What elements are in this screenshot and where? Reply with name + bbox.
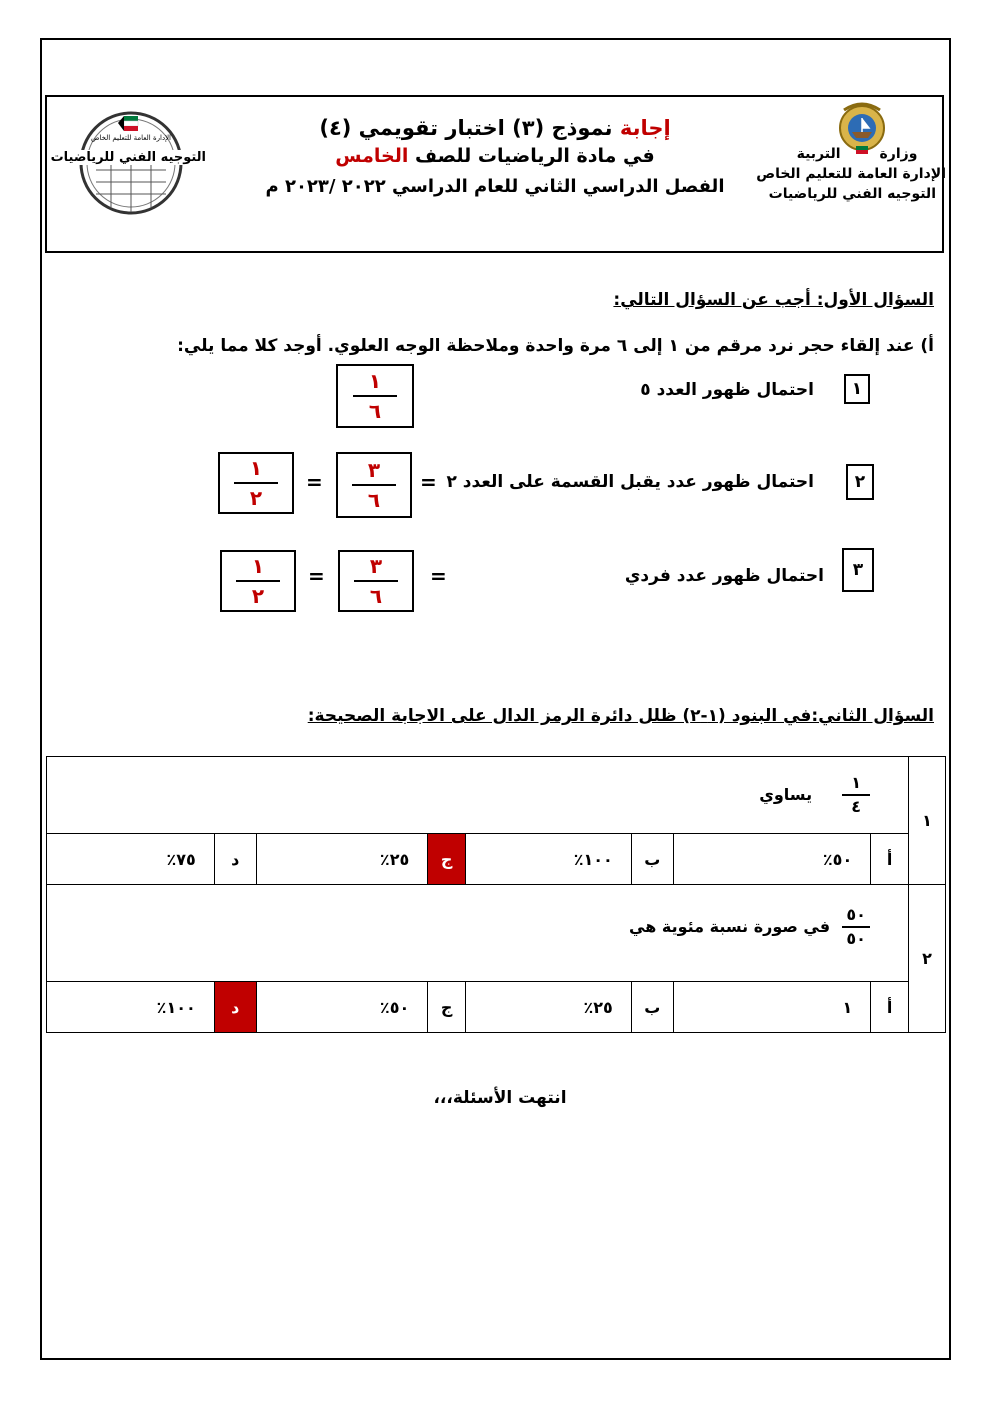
fraction-bar xyxy=(354,580,398,582)
option-letter-a[interactable]: أ xyxy=(871,834,909,885)
option-letter-c[interactable]: ج xyxy=(428,982,466,1033)
q1-item3-text: احتمال ظهور عدد فردي xyxy=(624,566,824,586)
answer-numerator: ١ xyxy=(368,369,382,393)
option-value-d: ٧٥٪ xyxy=(47,834,215,885)
q1-item3-number: ٣ xyxy=(842,548,874,592)
q2-item1-stem xyxy=(47,757,909,834)
q1-item2-number: ٢ xyxy=(846,464,874,500)
fraction-bar xyxy=(842,794,870,796)
fraction-bar xyxy=(353,395,397,397)
q1-title: السؤال الأول: أجب عن السؤال التالي: xyxy=(613,290,934,310)
option-value-b: ١٠٠٪ xyxy=(466,834,632,885)
q1-item3-simplified-box xyxy=(220,550,296,612)
fraction-bar xyxy=(842,926,870,928)
simplified-denominator: ٢ xyxy=(249,486,263,510)
logo-caption-big: التوجيه الفني للرياضيات xyxy=(50,150,206,165)
option-value-b: ٢٥٪ xyxy=(466,982,632,1033)
q2-item2-stem-row xyxy=(47,885,946,982)
q2-title: السؤال الثاني:في البنود (١-٢) ظلل دائرة الرمز الدال على الاجابة الصحيحة: xyxy=(307,706,934,726)
q1-item1-text: احتمال ظهور العدد ٥ xyxy=(640,380,814,400)
term-line: الفصل الدراسي الثاني للعام الدراسي ٢٠٢٢ /٢٠٢٣ م xyxy=(265,176,725,197)
option-letter-b[interactable]: ب xyxy=(631,982,673,1033)
subject-line xyxy=(260,145,730,167)
q1-item2-equals-1: = xyxy=(420,470,437,494)
simplified-numerator: ١ xyxy=(251,554,265,578)
q2-choices-table xyxy=(46,756,946,1033)
option-value-c: ٢٥٪ xyxy=(256,834,428,885)
exam-title xyxy=(260,116,730,140)
stem-denominator: ٤ xyxy=(851,796,861,816)
option-letter-c-selected[interactable]: ج xyxy=(428,834,466,885)
grade-label: الخامس xyxy=(335,145,409,167)
q1-item2-simplified-box xyxy=(218,452,294,514)
q1-item1-number: ١ xyxy=(844,374,870,404)
fraction-bar xyxy=(236,580,280,582)
simplified-numerator: ١ xyxy=(249,456,263,480)
stem-fraction xyxy=(842,773,870,817)
q1-item3-equals-1: = xyxy=(430,564,447,588)
answer-numerator: ٣ xyxy=(369,554,383,578)
q2-item2-stem xyxy=(47,885,909,982)
ministry-line-1: وزارة التربية xyxy=(796,146,918,162)
q2-item1-number: ١ xyxy=(909,757,946,885)
option-letter-a[interactable]: أ xyxy=(871,982,909,1033)
q1-item1-answer-box xyxy=(336,364,414,428)
ministry-line-3: التوجيه الفني للرياضيات xyxy=(768,186,936,202)
option-value-c: ٥٠٪ xyxy=(256,982,428,1033)
q1-item2-equals-2: = xyxy=(306,470,323,494)
option-value-a: ٥٠٪ xyxy=(673,834,871,885)
option-value-d: ١٠٠٪ xyxy=(47,982,215,1033)
answer-denominator: ٦ xyxy=(369,584,383,608)
option-letter-d-selected[interactable]: د xyxy=(214,982,256,1033)
title-rest: نموذج (٣) اختبار تقويمي (٤) xyxy=(319,116,613,140)
end-of-questions: انتهت الأسئلة،،، xyxy=(433,1088,567,1108)
stem-text: يساوي xyxy=(759,785,813,805)
stem-numerator: ٥٠ xyxy=(846,905,866,924)
math-supervision-logo xyxy=(50,108,206,218)
q1-item2-answer-box xyxy=(336,452,412,518)
option-letter-d[interactable]: د xyxy=(214,834,256,885)
q1-item3-equals-2: = xyxy=(308,564,325,588)
ministry-line-2: الإدارة العامة للتعليم الخاص xyxy=(756,166,946,182)
q2-item2-options-row xyxy=(47,982,946,1033)
stem-denominator: ٥٠ xyxy=(846,928,866,948)
title-prefix: إجابة xyxy=(619,116,671,140)
q2-item1-options-row xyxy=(47,834,946,885)
q1-intro: أ) عند إلقاء حجر نرد مرقم من ١ إلى ٦ مرة واحدة وملاحظة الوجه العلوي. أوجد كلا مما يلي: xyxy=(177,336,934,356)
answer-numerator: ٣ xyxy=(367,458,381,482)
stem-text: في صورة نسبة مئوية هي xyxy=(629,917,831,937)
q1-item3-answer-box xyxy=(338,550,414,612)
q1-item2-text: احتمال ظهور عدد يقبل القسمة على العدد ٢ xyxy=(446,472,814,492)
fraction-bar xyxy=(234,482,278,484)
stem-numerator: ١ xyxy=(851,773,861,792)
option-letter-b[interactable]: ب xyxy=(631,834,673,885)
answer-denominator: ٦ xyxy=(367,488,381,512)
q2-item2-number: ٢ xyxy=(909,885,946,1033)
q2-item1-stem-row xyxy=(47,757,946,834)
subject-prefix: في مادة الرياضيات للصف xyxy=(415,145,655,167)
option-value-a: ١ xyxy=(673,982,871,1033)
fraction-bar xyxy=(352,484,396,486)
answer-denominator: ٦ xyxy=(368,399,382,423)
logo-caption-small: الإدارة العامة للتعليم الخاص xyxy=(90,134,172,142)
stem-fraction xyxy=(842,905,870,949)
simplified-denominator: ٢ xyxy=(251,584,265,608)
